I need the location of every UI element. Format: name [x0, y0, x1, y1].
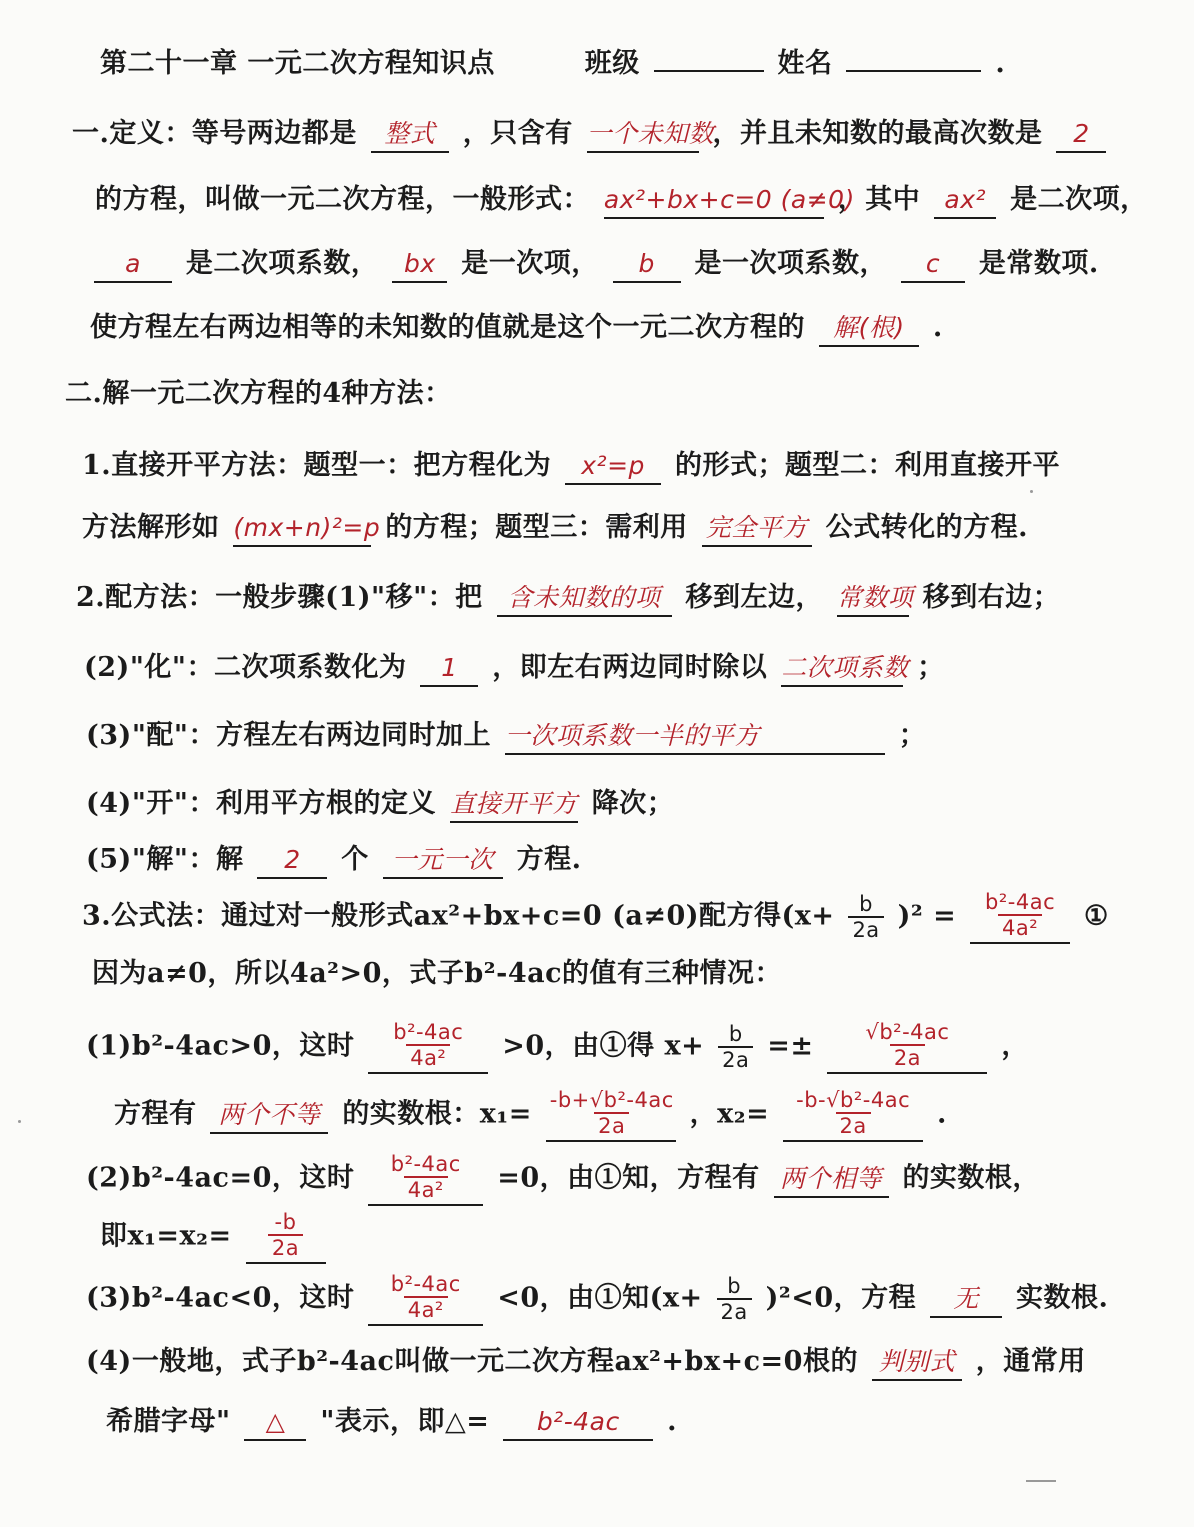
- c2-text-a: (2)b²-4ac=0，这时: [86, 1162, 355, 1194]
- name-blank[interactable]: [846, 70, 981, 72]
- blank-divide-coef[interactable]: 二次项系数: [781, 651, 903, 687]
- frac-sqrt-discriminant: [861, 1020, 953, 1070]
- c1-text-b: >0，由①得 x+: [502, 1030, 705, 1062]
- blank-quadratic-coef[interactable]: a: [94, 247, 172, 283]
- blank-linear-term[interactable]: bx: [392, 247, 447, 283]
- def-text-h: 是二次项系数，: [185, 248, 379, 279]
- m2-text-f: ，即左右两边同时除以: [492, 652, 768, 683]
- c3-text-b: <0，由①知(x+: [497, 1282, 703, 1314]
- c4-text-d: "表示，即△=: [320, 1406, 490, 1437]
- def-text-m: .: [932, 312, 943, 343]
- frac-num: b²-4ac: [390, 1152, 461, 1176]
- blank-linear-coef[interactable]: b: [613, 247, 681, 283]
- frac-b-over-2a: [848, 892, 883, 942]
- blank-no-real-root[interactable]: 无: [930, 1282, 1002, 1318]
- method2-line-3: [86, 716, 1166, 756]
- blank-integral-expression[interactable]: 整式: [371, 117, 449, 153]
- c3-text-c: )²<0，方程: [765, 1282, 917, 1314]
- frac-den: 2a: [848, 916, 883, 942]
- frac-num: √b²-4ac: [865, 1020, 950, 1044]
- blank-mx-n-squared[interactable]: (mx+n)²=p: [233, 511, 371, 547]
- frac-neg-b-over-2a: [268, 1210, 303, 1260]
- paper-mark: [1026, 1480, 1056, 1482]
- frac-den: 2a: [836, 1112, 871, 1138]
- blank-double-root[interactable]: [246, 1210, 326, 1264]
- case4-line-2: [106, 1402, 1186, 1442]
- c4-text-a: (4)一般地，式子b²-4ac叫做一元二次方程ax²+bx+c=0根的: [86, 1346, 858, 1377]
- m2-text-m: 个: [341, 844, 369, 875]
- case1-line-1: [86, 1020, 1166, 1074]
- frac-den: 2a: [890, 1044, 925, 1070]
- m3-text-d: 因为a≠0，所以4a²>0，式子b²-4ac的值有三种情况：: [92, 958, 783, 989]
- frac-num: b: [859, 892, 873, 916]
- blank-quadratic-term[interactable]: ax²: [934, 183, 996, 219]
- blank-delta-symbol[interactable]: △: [244, 1405, 306, 1441]
- m2-text-g: ；: [917, 652, 945, 683]
- blank-x-squared-p[interactable]: x²=p: [565, 449, 661, 485]
- class-label: 班级: [584, 48, 640, 79]
- m2-text-e: (2)"化"：二次项系数化为: [84, 652, 407, 683]
- frac-case2: [387, 1152, 465, 1202]
- m2-text-l: (5)"解"：解: [86, 844, 244, 875]
- frac-den: 2a: [717, 1298, 752, 1324]
- blank-case3-fraction[interactable]: [368, 1272, 483, 1326]
- blank-x2[interactable]: [783, 1088, 923, 1142]
- m1-text-a: 1.直接开平方法：题型一：把方程化为: [82, 450, 552, 481]
- method2-line-2: [84, 648, 1164, 688]
- blank-discriminant[interactable]: 判别式: [872, 1345, 962, 1381]
- method1-line-1: [82, 446, 1162, 486]
- definition-line-2: [95, 180, 1175, 220]
- frac-num: b: [728, 1022, 743, 1046]
- c2-text-c: 的实数根，: [902, 1162, 1040, 1194]
- blank-constant-terms[interactable]: 常数项: [837, 581, 909, 617]
- c3-text-a: (3)b²-4ac<0，这时: [86, 1282, 355, 1314]
- method1-line-2: [82, 508, 1162, 548]
- case2-line-1: [86, 1152, 1166, 1206]
- frac-den: 4a²: [404, 1296, 448, 1322]
- def-text-i: 是一次项，: [461, 248, 599, 279]
- c1-text-a: (1)b²-4ac>0，这时: [86, 1030, 355, 1062]
- blank-one-unknown[interactable]: 一个未知数: [587, 117, 699, 153]
- def-text-g: 是二次项，: [1010, 184, 1148, 215]
- m2-text-k: 降次；: [591, 788, 675, 819]
- frac-case1: [389, 1020, 467, 1070]
- method2-line-4: [86, 784, 1166, 824]
- case4-line-1: [86, 1342, 1166, 1382]
- blank-two-unequal[interactable]: 两个不等: [210, 1098, 328, 1134]
- c2-text-d: 即x₁=x₂=: [100, 1220, 232, 1252]
- blank-delta-expression[interactable]: b²-4ac: [503, 1405, 653, 1441]
- blank-general-form[interactable]: ax²+bx+c=0 (a≠0): [604, 183, 824, 219]
- c1-text-h: .: [937, 1098, 947, 1130]
- class-blank[interactable]: [654, 70, 764, 72]
- frac-den: 2a: [594, 1112, 629, 1138]
- blank-case2-fraction[interactable]: [368, 1152, 483, 1206]
- m2-text-j: (4)"开"：利用平方根的定义: [86, 788, 436, 819]
- frac-discriminant-over-4a2: [981, 890, 1059, 940]
- m3-text-b: )² =: [897, 900, 957, 932]
- method3-line-1: [82, 890, 1162, 944]
- definition-line-4: [90, 308, 1170, 348]
- blank-constant-term[interactable]: c: [901, 247, 965, 283]
- blank-two-equal[interactable]: 两个相等: [774, 1162, 889, 1198]
- m2-text-c: 移到左边，: [685, 582, 823, 613]
- method2-line-5: [86, 840, 1166, 880]
- frac-num: b: [727, 1274, 742, 1298]
- c2-text-b: =0，由①知，方程有: [497, 1162, 760, 1194]
- c4-text-b: ，通常用: [975, 1346, 1086, 1377]
- m1-text-f: 公式转化的方程.: [825, 512, 1029, 543]
- def-text-e: 的方程，叫做一元二次方程，一般形式：: [95, 184, 590, 215]
- frac-num: -b-√b²-4ac: [796, 1088, 911, 1112]
- frac-den: 2a: [268, 1234, 303, 1260]
- def-text-k: 是常数项.: [978, 248, 1099, 279]
- c1-text-f: 的实数根：x₁=: [342, 1098, 532, 1130]
- blank-coef-one[interactable]: 1: [420, 651, 478, 687]
- frac-num: b²-4ac: [393, 1020, 464, 1044]
- frac-x2: [792, 1088, 914, 1138]
- definition-line-1: [72, 114, 1152, 154]
- c1-text-e: 方程有: [114, 1098, 197, 1130]
- c4-text-c: 希腊字母": [106, 1406, 231, 1437]
- frac-case3: [387, 1272, 465, 1322]
- blank-unknown-terms[interactable]: 含未知数的项: [497, 581, 672, 617]
- frac-den: 4a²: [998, 914, 1042, 940]
- blank-case1-root-expression[interactable]: [827, 1020, 987, 1074]
- m3-text-a: 3.公式法：通过对一般形式ax²+bx+c=0 (a≠0)配方得(x+: [82, 900, 835, 932]
- frac-num: -b+√b²-4ac: [549, 1088, 674, 1112]
- frac-den: 4a²: [404, 1176, 448, 1202]
- m1-text-d: 方法解形如: [82, 512, 220, 543]
- m2-text-d: 移到右边；: [922, 582, 1061, 613]
- header-line: 第二十一章 一元二次方程知识点 班级 姓名 .: [100, 48, 1006, 79]
- blank-solution[interactable]: 解(根): [819, 311, 919, 347]
- paper-speck: [1030, 490, 1033, 493]
- c3-text-d: 实数根.: [1015, 1282, 1109, 1314]
- case2-line-2: [100, 1210, 1180, 1264]
- equation-marker: ①: [1084, 900, 1109, 932]
- m2-text-a: 2.配方法：一般步骤(1)"移"：把: [76, 582, 483, 613]
- frac-num: -b: [274, 1210, 297, 1234]
- def-text-j: 是一次项系数，: [694, 248, 888, 279]
- frac-den: 4a²: [406, 1044, 450, 1070]
- frac-num: b²-4ac: [390, 1272, 461, 1296]
- def-text-f: ，其中: [837, 184, 921, 215]
- definition-line-3: [90, 244, 1170, 284]
- frac-num: b²-4ac: [985, 890, 1056, 914]
- paper-speck: [18, 1120, 21, 1123]
- frac-b-over-2a: [717, 1274, 752, 1324]
- def-text-a: 一.定义：等号两边都是: [72, 118, 357, 149]
- m1-text-e: 的方程；题型三：需利用: [385, 512, 688, 543]
- m2-text-n: 方程.: [516, 844, 582, 875]
- def-text-d: ，并且未知数的最高次数是: [712, 118, 1043, 149]
- frac-b-over-2a: [718, 1022, 753, 1072]
- blank-x1[interactable]: [546, 1088, 676, 1142]
- c1-text-c: =±: [767, 1030, 814, 1062]
- blank-perfect-square[interactable]: 完全平方: [702, 511, 812, 547]
- def-text-l: 使方程左右两边相等的未知数的值就是这个一元二次方程的: [90, 312, 805, 343]
- m2-text-h: (3)"配"：方程左右两边同时加上: [86, 720, 491, 751]
- name-label: 姓名: [777, 48, 833, 79]
- c1-text-g: ，x₂=: [689, 1098, 770, 1130]
- blank-direct-root[interactable]: 直接开平方: [450, 787, 578, 823]
- def-text-c: ，只含有: [462, 118, 573, 149]
- methods-title: 二.解一元二次方程的4种方法：: [65, 378, 452, 409]
- case3-line-1: [86, 1272, 1166, 1326]
- method3-line-2: [92, 954, 1172, 994]
- frac-x1: [546, 1088, 678, 1138]
- blank-case1-fraction[interactable]: [368, 1020, 488, 1074]
- page-title: 第二十一章 一元二次方程知识点: [100, 48, 495, 79]
- m1-text-c: 的形式；题型二：利用直接开平: [675, 450, 1060, 481]
- c1-text-d: ，: [1001, 1030, 1029, 1062]
- blank-linear-eq[interactable]: 一元一次: [383, 843, 503, 879]
- frac-den: 2a: [718, 1046, 753, 1072]
- blank-two[interactable]: 2: [257, 843, 327, 879]
- blank-completed-square-rhs[interactable]: [970, 890, 1070, 944]
- case1-line-2: [114, 1088, 1194, 1142]
- m2-text-i: ；: [898, 720, 927, 751]
- method2-line-1: [76, 578, 1156, 618]
- methods-heading: [65, 374, 1145, 414]
- blank-highest-degree[interactable]: 2: [1056, 117, 1106, 153]
- blank-half-coef-square[interactable]: 一次项系数一半的平方: [505, 719, 885, 755]
- c4-text-e: .: [667, 1406, 678, 1437]
